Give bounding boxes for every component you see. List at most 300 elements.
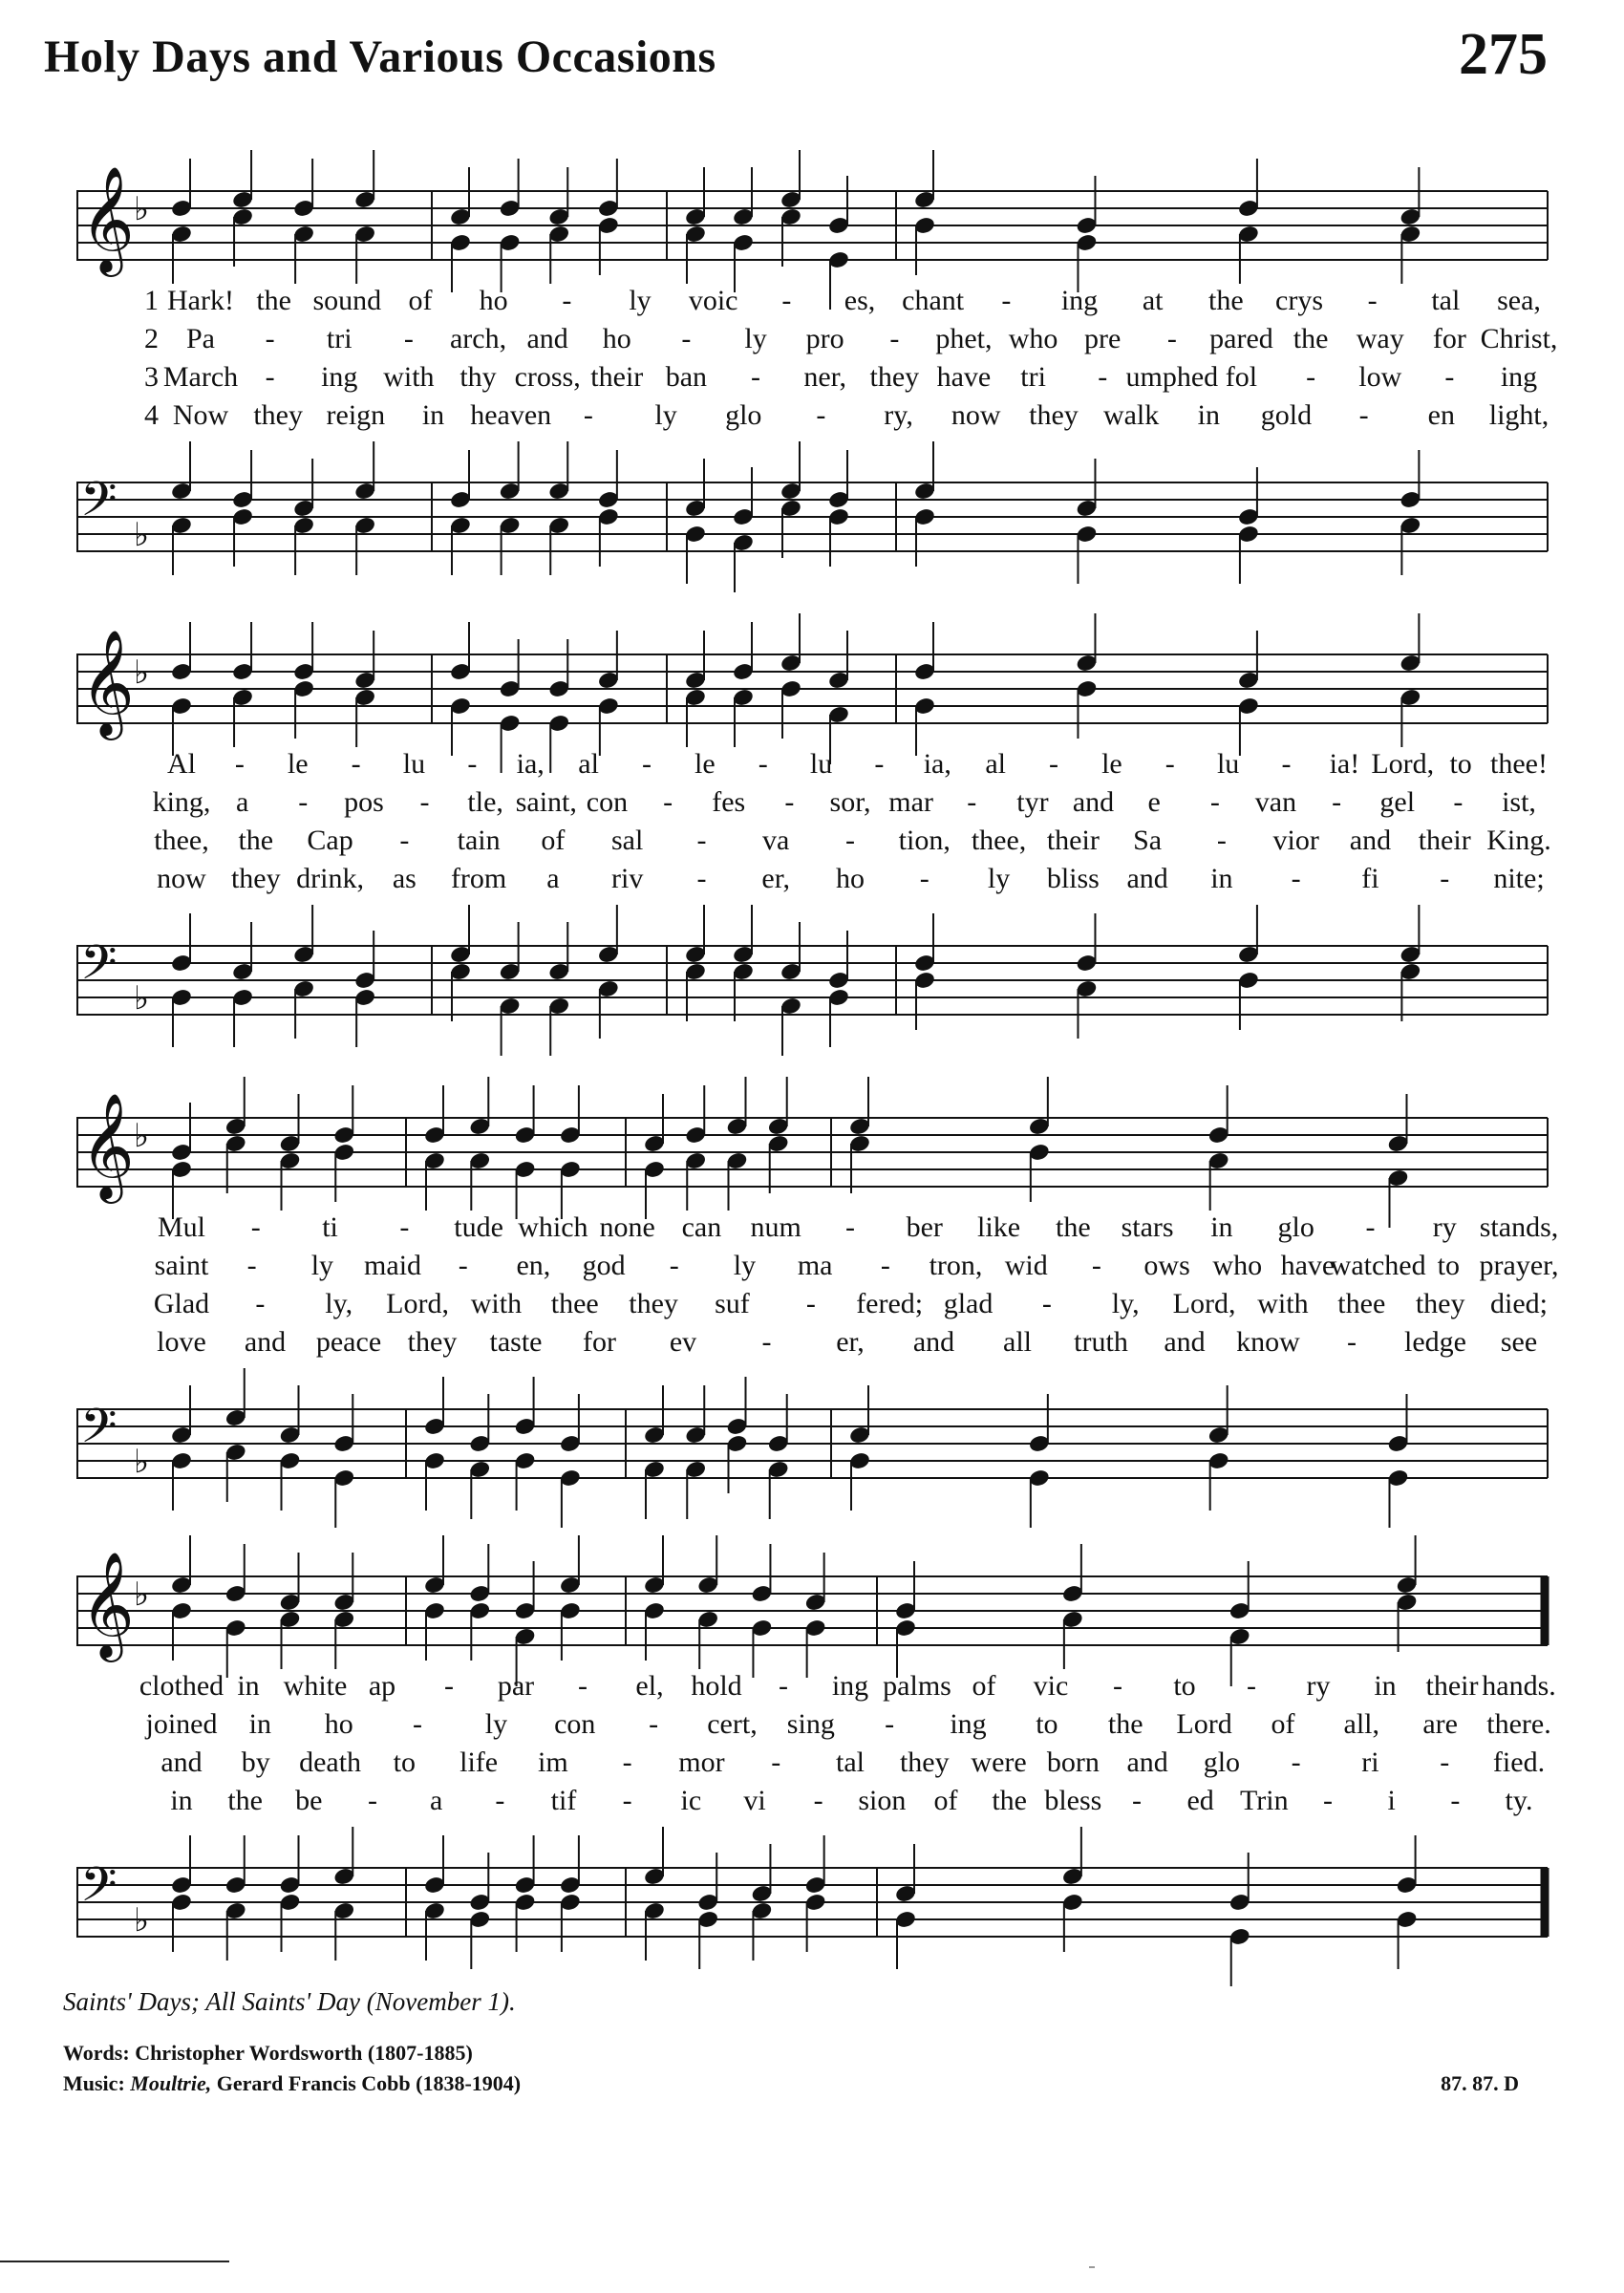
lyric-syllable: tri (1020, 361, 1046, 393)
flat-icon: ♭ (134, 190, 150, 228)
music-composer: Gerard Francis Cobb (1838-1904) (216, 2071, 522, 2095)
flat-icon: ♭ (134, 516, 150, 554)
lyric-syllable: thee (1337, 1288, 1386, 1319)
lyric-syllable: - (1291, 1747, 1301, 1778)
lyric-syllable: ho (602, 323, 631, 354)
flat-icon: ♭ (134, 979, 150, 1018)
lyric-syllable: - (1216, 825, 1227, 856)
lyric-syllable: the (1056, 1211, 1091, 1243)
lyric-syllable: - (1323, 1785, 1333, 1816)
lyric-syllable: - (250, 1211, 261, 1243)
lyric-syllable: crys (1275, 285, 1323, 316)
lyric-syllable: saint (154, 1250, 209, 1281)
lyric-syllable: al (578, 748, 599, 780)
lyric-syllable: tal (1431, 285, 1461, 316)
lyric-syllable: con (586, 786, 629, 818)
lyric-syllable: king, (152, 786, 211, 818)
lyric-syllable: arch, (449, 323, 507, 354)
lyric-syllable: ly (310, 1250, 334, 1281)
lyric-syllable: es, (844, 285, 876, 316)
lyric-syllable: thee, (971, 825, 1027, 856)
lyric-syllable: ing (950, 1708, 987, 1740)
lyric-syllable: palms (883, 1670, 951, 1702)
lyric-syllable: - (784, 786, 795, 818)
lyric-syllable: which (518, 1211, 588, 1243)
bass-staff (76, 1839, 1548, 1973)
lyric-line-verse-1 (0, 285, 1624, 325)
lyric-syllable: - (669, 1250, 679, 1281)
lyric-syllable: and (244, 1326, 287, 1358)
lyric-syllable: ic (680, 1785, 702, 1816)
lyric-syllable: gold (1260, 399, 1313, 431)
lyric-syllable: love (157, 1326, 206, 1358)
lyric-syllable: - (1440, 863, 1450, 894)
lyric-syllable: with (1257, 1288, 1309, 1319)
lyric-syllable: ner, (803, 361, 846, 393)
lyric-syllable: Sa (1133, 825, 1163, 856)
lyric-syllable: con (554, 1708, 596, 1740)
lyric-syllable: ri (1361, 1747, 1379, 1778)
lyric-syllable: - (1049, 748, 1059, 780)
lyric-syllable: in (248, 1708, 272, 1740)
lyric-syllable: Hark! (167, 285, 234, 316)
lyric-syllable: Al (167, 748, 196, 780)
lyric-syllable: tif (550, 1785, 577, 1816)
lyric-line-verse-4 (0, 399, 1624, 439)
lyric-syllable: prayer, (1479, 1250, 1559, 1281)
lyric-syllable: light, (1488, 399, 1549, 431)
lyric-syllable: mar (888, 786, 933, 818)
lyric-syllable: - (889, 323, 900, 354)
lyric-syllable: fol (1225, 361, 1258, 393)
lyric-syllable: - (1281, 748, 1292, 780)
bass-staff (76, 917, 1548, 1051)
lyric-syllable: - (681, 323, 692, 354)
lyric-syllable: Now (172, 399, 229, 431)
flat-icon: ♭ (134, 1443, 150, 1481)
lyric-syllable: - (781, 285, 792, 316)
lyric-syllable: bless (1044, 1785, 1102, 1816)
lyric-syllable: - (758, 748, 768, 780)
lyric-syllable: num (750, 1211, 801, 1243)
section-title: Holy Days and Various Occasions (44, 32, 716, 82)
lyric-syllable: are (1422, 1708, 1458, 1740)
lyric-syllable: for (1432, 323, 1466, 354)
lyric-syllable: now (157, 863, 206, 894)
lyric-syllable: - (696, 863, 707, 894)
lyric-syllable: tude (454, 1211, 503, 1243)
lyric-syllable: in (237, 1670, 260, 1702)
bass-staff (76, 454, 1548, 588)
lyric-syllable: to (393, 1747, 416, 1778)
lyric-syllable: pos (344, 786, 384, 818)
lyric-syllable: - (419, 786, 430, 818)
lyric-syllable: have (936, 361, 992, 393)
lyric-syllable: they (629, 1288, 678, 1319)
music-credit (63, 2071, 521, 2096)
treble-staff (76, 1089, 1548, 1223)
lyric-syllable: ly, (1111, 1288, 1140, 1319)
lyric-line-verse-2 (0, 323, 1624, 363)
lyric-syllable: their (1046, 825, 1100, 856)
lyric-syllable: sound (312, 285, 382, 316)
treble-clef-icon: 𝄞 (80, 1551, 135, 1658)
lyric-syllable: now (951, 399, 1001, 431)
lyric-syllable: - (696, 825, 707, 856)
treble-clef-icon: 𝄞 (80, 1092, 135, 1199)
lyric-syllable: hold (691, 1670, 742, 1702)
lyric-syllable: god (582, 1250, 626, 1281)
bass-clef-icon: 𝄢 (80, 1399, 118, 1466)
lyric-syllable: clothed (139, 1670, 224, 1702)
lyric-syllable: - (751, 361, 761, 393)
lyric-syllable: - (967, 786, 977, 818)
lyric-syllable: - (885, 1708, 895, 1740)
verse-number: 2 (144, 323, 159, 354)
lyric-syllable: glo (725, 399, 762, 431)
lyric-line-verse-1 (0, 1670, 1624, 1710)
lyric-syllable: the (992, 1785, 1027, 1816)
lyric-syllable: - (1291, 863, 1301, 894)
lyric-syllable: - (779, 1670, 788, 1702)
lyric-syllable: ia, (923, 748, 951, 780)
lyric-syllable: lu (402, 748, 426, 780)
lyric-syllable: maid (364, 1250, 422, 1281)
lyric-syllable: - (413, 1708, 423, 1740)
words-author: Christopher Wordsworth (1807-1885) (135, 2041, 473, 2065)
lyric-syllable: al (985, 748, 1006, 780)
lyric-syllable: truth (1074, 1326, 1128, 1358)
lyric-syllable: - (255, 1288, 266, 1319)
lyric-syllable: - (622, 1785, 632, 1816)
meter: 87. 87. D (1441, 2071, 1519, 2095)
lyric-syllable: - (1166, 323, 1177, 354)
lyric-syllable: tion, (898, 825, 951, 856)
lyric-syllable: ly (629, 285, 652, 316)
lyric-syllable: with (470, 1288, 523, 1319)
lyric-syllable: ry (1432, 1211, 1457, 1243)
lyric-syllable: who (1008, 323, 1058, 354)
lyric-syllable: ho (479, 285, 508, 316)
lyric-syllable: ly (987, 863, 1011, 894)
lyric-syllable: and (160, 1747, 203, 1778)
lyric-syllable: heaven (470, 399, 552, 431)
staff-lines (76, 1409, 1548, 1478)
lyric-syllable: sion (858, 1785, 907, 1816)
lyric-syllable: vi (743, 1785, 766, 1816)
lyric-syllable: - (1367, 285, 1378, 316)
lyric-syllable: - (467, 748, 478, 780)
lyric-syllable: fered; (856, 1288, 924, 1319)
lyric-syllable: - (845, 1211, 855, 1243)
treble-clef-icon: 𝄞 (80, 629, 135, 736)
lyric-syllable: to (1449, 748, 1472, 780)
lyric-syllable: er, (836, 1326, 865, 1358)
lyric-syllable: - (1113, 1670, 1122, 1702)
lyric-syllable: - (813, 1785, 823, 1816)
lyric-syllable: - (880, 1250, 890, 1281)
lyric-syllable: - (1306, 361, 1316, 393)
flat-icon: ♭ (134, 1575, 150, 1614)
lyric-syllable: - (234, 748, 245, 780)
lyric-syllable: - (298, 786, 309, 818)
lyric-syllable: in (1197, 399, 1220, 431)
lyric-syllable: - (771, 1747, 781, 1778)
lyric-syllable: life (459, 1747, 499, 1778)
lyric-syllable: - (1165, 748, 1175, 780)
lyric-syllable: - (444, 1670, 454, 1702)
footer-rule (0, 2261, 229, 2262)
lyric-syllable: - (1358, 399, 1369, 431)
lyric-syllable: there. (1486, 1708, 1551, 1740)
lyric-syllable: tle, (467, 786, 503, 818)
lyric-syllable: walk (1102, 399, 1160, 431)
lyric-syllable: - (1332, 786, 1342, 818)
lyric-syllable: a (429, 1785, 443, 1816)
lyric-syllable: the (227, 1785, 263, 1816)
lyric-syllable: died; (1490, 1288, 1548, 1319)
lyric-syllable: who (1212, 1250, 1263, 1281)
lyric-syllable: sing (786, 1708, 835, 1740)
lyric-syllable: - (663, 786, 673, 818)
bass-clef-icon: 𝄢 (80, 1857, 118, 1924)
lyric-syllable: - (1444, 361, 1455, 393)
treble-clef-icon: 𝄞 (80, 165, 135, 272)
lyric-syllable: they (1415, 1288, 1465, 1319)
lyric-syllable: joined (145, 1708, 218, 1740)
lyric-syllable: watched (1330, 1250, 1426, 1281)
lyric-line-verse-1 (0, 1211, 1624, 1252)
lyric-syllable: - (1347, 1326, 1357, 1358)
lyric-syllable: - (458, 1250, 468, 1281)
lyric-syllable: in (170, 1785, 193, 1816)
lyric-syllable: thee, (154, 825, 209, 856)
lyric-syllable: glad (943, 1288, 994, 1319)
words-label: Words: (63, 2041, 130, 2065)
lyric-line-verse-4 (0, 1785, 1624, 1825)
lyric-syllable: ly (733, 1250, 757, 1281)
lyric-syllable: - (1132, 1785, 1142, 1816)
lyric-syllable: - (265, 323, 275, 354)
lyric-syllable: Pa (186, 323, 215, 354)
lyric-syllable: and (1349, 825, 1392, 856)
lyric-syllable: they (253, 399, 303, 431)
lyric-line-verse-4 (0, 863, 1624, 903)
lyric-syllable: tain (457, 825, 501, 856)
flat-icon: ♭ (134, 1117, 150, 1155)
lyric-syllable: tron, (929, 1250, 983, 1281)
flat-icon: ♭ (134, 654, 150, 692)
lyric-syllable: stars (1121, 1211, 1174, 1243)
lyric-syllable: ia! (1329, 748, 1360, 780)
lyric-syllable: im (538, 1747, 568, 1778)
lyric-syllable: - (761, 1326, 772, 1358)
lyric-syllable: - (562, 285, 572, 316)
lyric-syllable: their (1418, 825, 1471, 856)
lyric-syllable: were (971, 1747, 1027, 1778)
lyric-syllable: umphed (1125, 361, 1219, 393)
bass-clef-icon: 𝄢 (80, 935, 118, 1002)
lyric-syllable: ing (1060, 285, 1099, 316)
lyric-syllable: peace (315, 1326, 382, 1358)
lyric-syllable: vic (1033, 1670, 1069, 1702)
lyric-syllable: van (1254, 786, 1297, 818)
lyric-line-verse-2 (0, 786, 1624, 826)
lyric-syllable: i (1387, 1785, 1396, 1816)
lyric-syllable: - (246, 1250, 257, 1281)
lyric-syllable: voic (688, 285, 738, 316)
lyric-syllable: none (599, 1211, 655, 1243)
lyric-syllable: March (162, 361, 239, 393)
lyric-syllable: - (583, 399, 593, 431)
lyric-syllable: nite; (1493, 863, 1545, 894)
lyric-line-verse-3 (0, 1288, 1624, 1328)
lyric-syllable: lu (1216, 748, 1240, 780)
lyric-syllable: the (1293, 323, 1329, 354)
lyric-syllable: and (912, 1326, 955, 1358)
lyric-syllable: to (1173, 1670, 1196, 1702)
lyric-syllable: and (1126, 1747, 1168, 1778)
lyric-syllable: tal (836, 1747, 865, 1778)
lyric-syllable: of (933, 1785, 958, 1816)
lyric-syllable: en (1427, 399, 1455, 431)
lyric-syllable: death (299, 1747, 362, 1778)
lyric-syllable: and (1164, 1326, 1206, 1358)
lyric-syllable: Trin (1240, 1785, 1289, 1816)
lyric-syllable: sor, (829, 786, 871, 818)
lyric-syllable: Glad (153, 1288, 210, 1319)
lyric-syllable: as (392, 863, 417, 894)
lyric-syllable: the (1107, 1708, 1143, 1740)
lyric-syllable: cross, (514, 361, 581, 393)
lyric-syllable: fied. (1492, 1747, 1546, 1778)
lyric-syllable: they (899, 1747, 950, 1778)
verse-number: 3 (144, 361, 159, 393)
lyric-syllable: ban (665, 361, 708, 393)
lyric-syllable: er, (761, 863, 791, 894)
lyric-syllable: - (1098, 361, 1108, 393)
flat-icon: ♭ (134, 1901, 150, 1939)
lyric-syllable: they (230, 863, 281, 894)
lyric-syllable: tyr (1016, 786, 1049, 818)
lyric-syllable: by (241, 1747, 270, 1778)
lyric-syllable: riv (610, 863, 644, 894)
lyric-syllable: to (1036, 1708, 1058, 1740)
lyric-syllable: a (546, 863, 560, 894)
lyric-syllable: their (1425, 1670, 1479, 1702)
lyric-syllable: va (762, 825, 790, 856)
lyric-syllable: thee (550, 1288, 599, 1319)
lyric-syllable: - (1091, 1250, 1101, 1281)
lyric-syllable: - (1450, 1785, 1461, 1816)
treble-staff (76, 626, 1548, 760)
lyric-syllable: the (256, 285, 291, 316)
lyric-syllable: stands, (1479, 1211, 1559, 1243)
lyric-syllable: pared (1209, 323, 1273, 354)
lyric-syllable: the (1208, 285, 1244, 316)
lyric-syllable: Mul (157, 1211, 206, 1243)
lyric-line-verse-2 (0, 1708, 1624, 1748)
lyric-syllable: sal (610, 825, 644, 856)
lyric-syllable: cert, (707, 1708, 758, 1740)
words-credit (63, 2041, 473, 2066)
lyric-syllable: - (1365, 1211, 1376, 1243)
lyric-syllable: ly (744, 323, 767, 354)
lyric-syllable: Christ, (1480, 323, 1558, 354)
lyric-syllable: ing (831, 1670, 869, 1702)
lyric-syllable: - (874, 748, 885, 780)
lyric-syllable: ber (906, 1211, 943, 1243)
lyric-syllable: - (641, 748, 652, 780)
lyric-syllable: white (283, 1670, 348, 1702)
lyric-syllable: ledge (1404, 1326, 1466, 1358)
lyric-syllable: they (1029, 399, 1079, 431)
lyric-syllable: ry, (884, 399, 913, 431)
lyric-syllable: - (919, 863, 930, 894)
lyric-syllable: - (495, 1785, 505, 1816)
music-label: Music: (63, 2071, 125, 2095)
lyric-syllable: see (1500, 1326, 1538, 1358)
lyric-syllable: thee! (1490, 748, 1548, 780)
lyric-syllable: le (1101, 748, 1122, 780)
lyric-syllable: all (1003, 1326, 1032, 1358)
lyric-syllable: e (1147, 786, 1161, 818)
lyric-syllable: - (1041, 1288, 1052, 1319)
lyric-syllable: born (1046, 1747, 1100, 1778)
lyric-syllable: their (590, 361, 644, 393)
lyric-syllable: Lord, (386, 1288, 449, 1319)
lyric-syllable: of (972, 1670, 996, 1702)
occasion-note: Saints' Days; All Saints' Day (November 1). (63, 1987, 516, 2016)
lyric-syllable: - (368, 1785, 377, 1816)
lyric-syllable: - (845, 825, 855, 856)
lyric-syllable: - (1453, 786, 1464, 818)
lyric-syllable: sea, (1497, 285, 1541, 316)
lyric-line-verse-3 (0, 1747, 1624, 1787)
lyric-syllable: drink, (296, 863, 364, 894)
treble-staff (76, 1548, 1548, 1682)
hymn-number: 275 (1459, 22, 1548, 87)
lyric-syllable: they (407, 1326, 458, 1358)
lyric-syllable: ing (321, 361, 358, 393)
lyric-syllable: low (1358, 361, 1402, 393)
lyric-syllable: ap (368, 1670, 396, 1702)
lyric-syllable: en, (516, 1250, 551, 1281)
lyric-syllable: to (1437, 1250, 1460, 1281)
lyric-syllable: - (1440, 1747, 1450, 1778)
lyric-syllable: Lord, (1172, 1288, 1236, 1319)
lyric-syllable: - (1209, 786, 1220, 818)
lyric-syllable: of (541, 825, 566, 856)
lyric-syllable: ty. (1505, 1785, 1533, 1816)
lyric-syllable: - (622, 1747, 632, 1778)
lyric-syllable: glo (1277, 1211, 1314, 1243)
lyric-syllable: thy (459, 361, 497, 393)
lyric-syllable: mor (678, 1747, 725, 1778)
lyric-syllable: - (351, 748, 361, 780)
lyric-syllable: - (649, 1708, 659, 1740)
lyric-syllable: el, (635, 1670, 664, 1702)
lyric-syllable: le (287, 748, 309, 780)
lyric-syllable: tri (326, 323, 353, 354)
lyric-syllable: ist, (1502, 786, 1536, 818)
lyric-syllable: all, (1343, 1708, 1380, 1740)
lyric-syllable: and (1126, 863, 1168, 894)
lyric-syllable: King. (1486, 825, 1551, 856)
lyric-syllable: ly (484, 1708, 508, 1740)
lyric-syllable: pre (1084, 323, 1122, 354)
lyric-syllable: ma (797, 1250, 833, 1281)
